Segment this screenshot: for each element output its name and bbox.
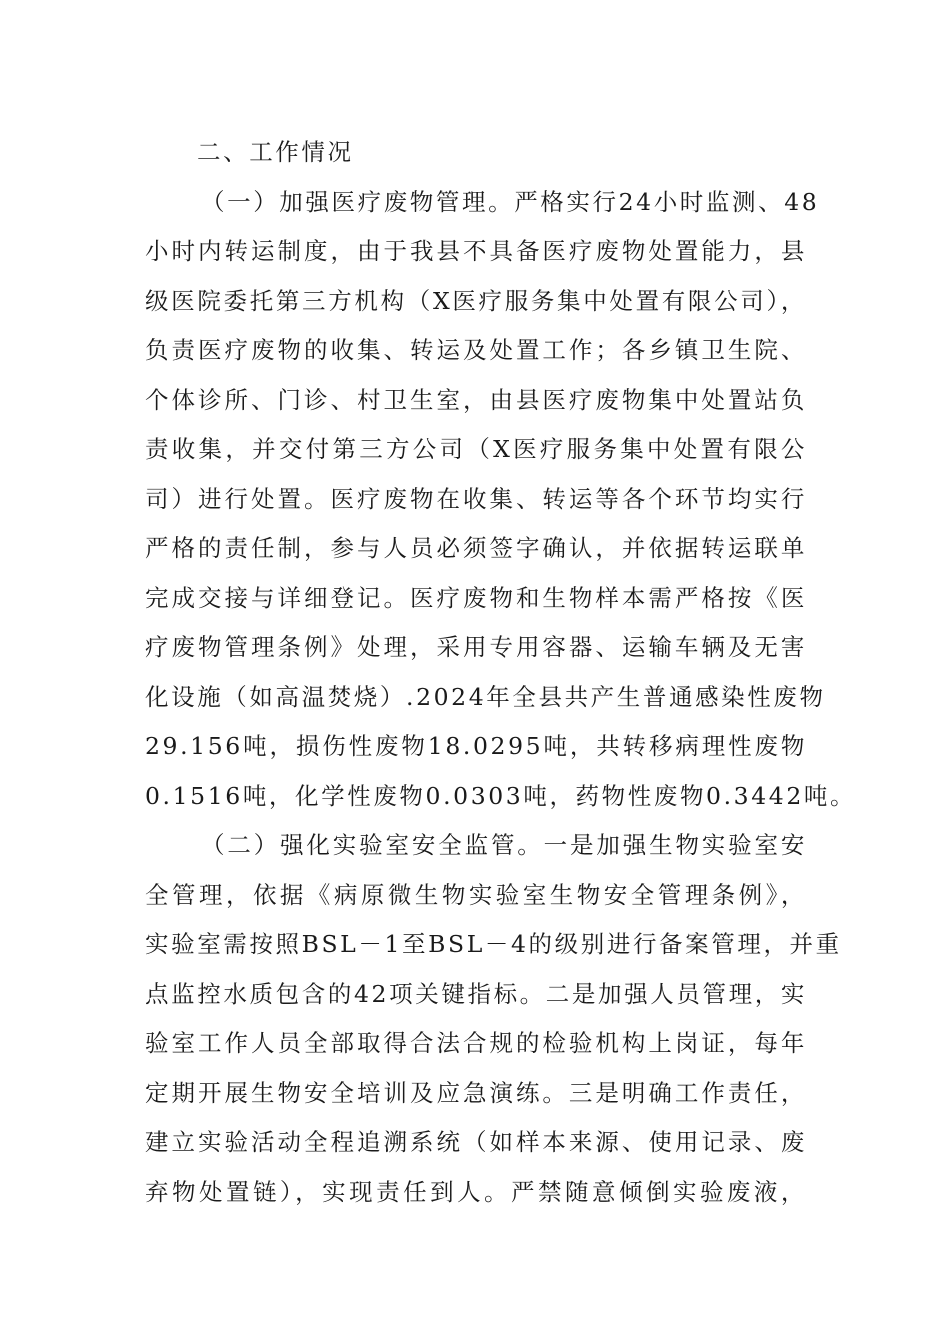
section-title: 二、工作情况 — [197, 138, 354, 166]
text-line: 疗废物管理条例》处理，采用专用容器、运输车辆及无害 — [145, 633, 807, 661]
text-line: 29.156吨，损伤性废物18.0295吨，共转移病理性废物 — [145, 732, 807, 760]
text-line: 个体诊所、门诊、村卫生室，由县医疗废物集中处置站负 — [145, 385, 807, 414]
text-line: （二）强化实验室安全监管。一是加强生物实验室安 — [201, 831, 807, 859]
text-line: 0.1516吨，化学性废物0.0303吨，药物性废物0.3442吨。 — [145, 781, 857, 810]
text-line: （一）加强医疗废物管理。严格实行24小时监测、48 — [201, 187, 820, 216]
text-line: 点监控水质包含的42项关键指标。二是加强人员管理，实 — [145, 979, 807, 1008]
text-line: 化设施（如高温焚烧）.2024年全县共产生普通感染性废物 — [145, 682, 826, 711]
paragraph-medical-waste — [145, 178, 857, 822]
text-line: 建立实验活动全程追溯系统（如样本来源、使用记录、废 — [145, 1128, 807, 1156]
text-line: 司）进行处置。医疗废物在收集、转运等各个环节均实行 — [145, 484, 807, 513]
text-line: 验室工作人员全部取得合法合规的检验机构上岗证，每年 — [145, 1029, 807, 1057]
text-line: 实验室需按照BSL－1至BSL－4的级别进行备案管理，并重 — [145, 930, 842, 958]
paragraph-lab-safety — [145, 821, 842, 1217]
text-line: 责收集，并交付第三方公司（X医疗服务集中处置有限公 — [145, 435, 807, 463]
text-line: 严格的责任制，参与人员必须签字确认，并依据转运联单 — [145, 534, 807, 562]
text-line: 全管理，依据《病原微生物实验室生物安全管理条例》， — [145, 880, 807, 909]
document-body — [145, 128, 857, 1217]
text-line: 定期开展生物安全培训及应急演练。三是明确工作责任， — [145, 1078, 807, 1107]
text-line: 级医院委托第三方机构（X医疗服务集中处置有限公司）， — [145, 286, 807, 315]
text-line: 小时内转运制度，由于我县不具备医疗废物处置能力，县 — [145, 237, 807, 265]
text-line: 完成交接与详细登记。医疗废物和生物样本需严格按《医 — [145, 583, 807, 612]
text-line: 弃物处置链），实现责任到人。严禁随意倾倒实验废液， — [145, 1177, 807, 1206]
text-line: 负责医疗废物的收集、转运及处置工作；各乡镇卫生院、 — [145, 336, 807, 364]
